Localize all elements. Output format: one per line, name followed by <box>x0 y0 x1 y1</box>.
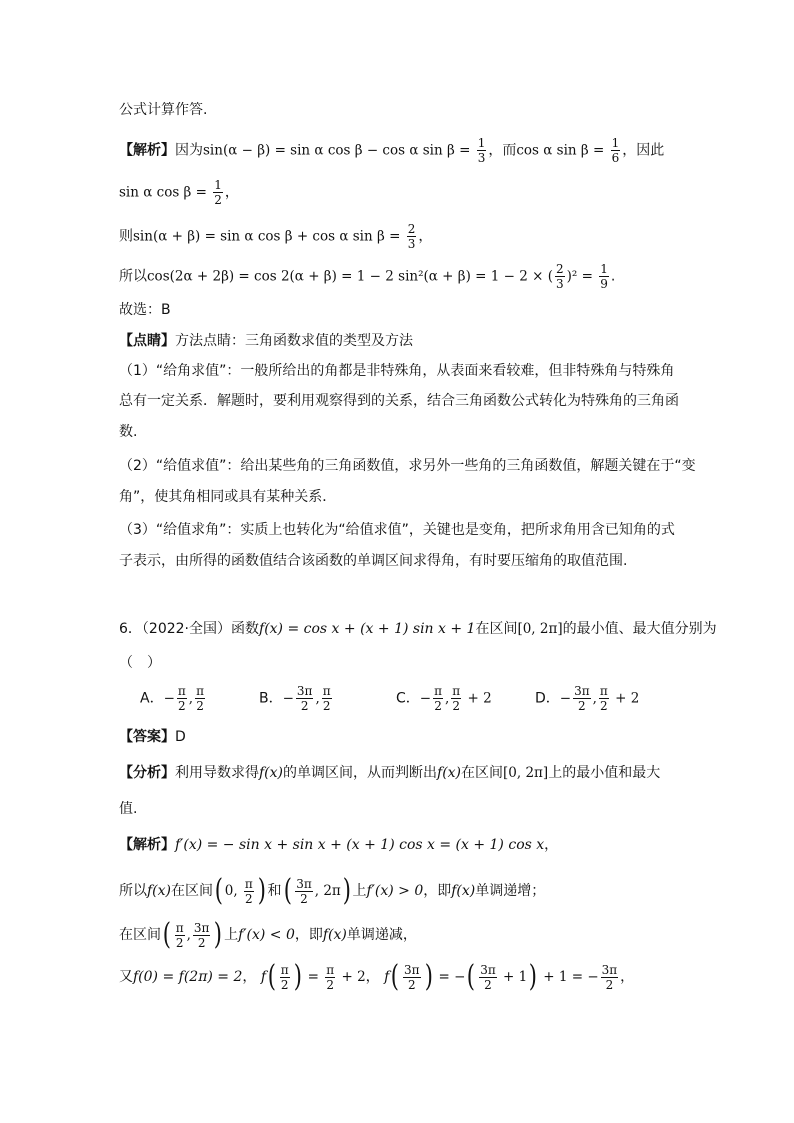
numerator: π <box>280 962 289 977</box>
numerator: 1 <box>611 136 620 150</box>
fraction <box>403 963 421 992</box>
formula: − <box>559 690 572 707</box>
denominator: 3 <box>477 151 486 165</box>
text: 和 <box>267 883 282 899</box>
fraction <box>177 684 187 713</box>
text: 的最小值、最大值分别为 <box>562 621 717 637</box>
numerator: 3π <box>296 876 312 891</box>
analysis-line-cont: 值. <box>119 801 138 817</box>
text: 方法点睛：三角函数求值的类型及方法 <box>175 333 413 349</box>
numerator: π <box>175 920 184 935</box>
paren-left: ( <box>267 959 277 994</box>
denominator: 2 <box>178 699 186 713</box>
formula: f′(x) < 0 <box>238 927 295 943</box>
denominator: 2 <box>280 977 289 992</box>
fraction <box>193 921 211 950</box>
numerator: π <box>434 684 442 698</box>
formula: − <box>419 690 432 707</box>
text: ， <box>365 969 380 985</box>
numerator: 1 <box>477 136 486 150</box>
numerator: π <box>322 684 331 698</box>
denominator: 6 <box>611 151 620 165</box>
text: ，而 <box>488 142 517 159</box>
fraction <box>479 963 497 992</box>
formula: f(x) <box>322 927 347 943</box>
numerator: 3π <box>193 920 210 935</box>
formula: − <box>282 690 294 707</box>
text: ， <box>544 837 559 853</box>
fraction <box>573 684 591 713</box>
denominator: 2 <box>479 977 497 992</box>
fraction <box>433 684 443 713</box>
text: ， <box>224 184 239 201</box>
question-6 <box>119 619 717 639</box>
text: ，即 <box>294 927 323 943</box>
fraction <box>601 963 619 992</box>
analysis-line <box>119 763 660 783</box>
option-d[interactable] <box>535 684 639 713</box>
formula: sin(α + β) = sin α cos β + cos α sin β = <box>133 228 405 245</box>
fraction <box>296 684 314 713</box>
formula: f(0) = f(2π) = 2 <box>133 969 243 985</box>
text: 在区间 <box>475 621 518 637</box>
numerator: 2 <box>407 222 416 236</box>
formula: + 1 <box>498 969 528 985</box>
fraction <box>407 222 417 251</box>
formula: − <box>163 690 175 707</box>
tip-paragraph: 数. <box>119 424 138 440</box>
paren-right: ) <box>257 873 266 908</box>
denominator: 2 <box>452 699 461 713</box>
solution-tag: 【解析】 <box>119 837 175 853</box>
text: 利用导数求得 <box>175 765 259 781</box>
text: 的单调区间，从而判断出 <box>283 765 438 781</box>
paren-right: ) <box>214 917 223 952</box>
text: ， <box>242 969 257 985</box>
comma: , <box>186 927 191 943</box>
formula: cos α sin β = <box>516 142 609 159</box>
option-label: A． <box>140 690 164 707</box>
solution-line-1 <box>119 136 664 165</box>
denominator: 3 <box>407 237 416 251</box>
answer-tag: 【答案】 <box>119 729 175 745</box>
denominator: 2 <box>600 699 608 713</box>
fraction <box>611 136 621 165</box>
tip-paragraph: （3）“给值求角”：实质上也转化为“给值求值”，关键也是变角，把所求角用含已知角的式 <box>119 522 675 538</box>
denominator: 2 <box>573 698 591 713</box>
intro-text: 公式计算作答. <box>119 102 208 118</box>
question-source: （2022·全国） <box>141 621 232 637</box>
denominator: 2 <box>403 977 421 992</box>
formula: )² = <box>566 268 598 285</box>
option-label: C． <box>396 690 420 707</box>
formula: = − <box>434 969 466 985</box>
denominator: 3 <box>555 277 564 291</box>
fraction <box>175 921 185 950</box>
paren-left: ( <box>467 959 476 994</box>
derivative-line <box>119 835 558 855</box>
numerator: 3π <box>480 962 496 977</box>
denominator: 2 <box>214 193 222 207</box>
formula: 0, <box>224 883 242 899</box>
text: ，因此 <box>622 142 665 159</box>
formula: [0, 2π] <box>503 765 549 781</box>
formula: , <box>188 690 194 707</box>
analysis-tag: 【分析】 <box>119 765 175 781</box>
formula: sin(α − β) = sin α cos β − cos α sin β = <box>203 142 475 159</box>
fraction <box>477 136 487 165</box>
text: 在区间 <box>119 927 161 943</box>
answer-value: D <box>175 729 186 745</box>
formula: f <box>384 969 390 985</box>
option-a[interactable] <box>140 684 207 713</box>
denominator: 2 <box>434 699 442 713</box>
paren-right: ) <box>293 959 302 994</box>
numerator: 3π <box>574 684 590 698</box>
decreasing-line <box>119 917 417 952</box>
solution-line-2 <box>119 178 239 207</box>
question-number: 6． <box>119 621 142 637</box>
option-b[interactable] <box>259 684 334 713</box>
fraction <box>451 684 461 713</box>
solution-line-4 <box>119 262 615 291</box>
text: . <box>610 268 616 285</box>
numerator: 2 <box>555 262 564 276</box>
fraction <box>599 262 609 291</box>
fraction <box>280 963 290 992</box>
formula: f(x) <box>451 883 476 899</box>
answer-paren: （ ） <box>119 655 161 671</box>
formula: , <box>315 690 320 707</box>
formula: , <box>592 690 597 707</box>
numerator: 1 <box>214 178 222 192</box>
formula: f(x) <box>259 765 284 781</box>
fraction <box>599 684 609 713</box>
text: 因为 <box>175 142 203 159</box>
text: 所以 <box>119 268 147 285</box>
text: ， <box>620 969 635 985</box>
formula: [0, 2π] <box>517 621 563 637</box>
text: 上 <box>352 883 367 899</box>
numerator: π <box>452 684 461 698</box>
paren-left: ( <box>214 873 223 908</box>
option-c[interactable] <box>396 684 492 713</box>
solution-line-3 <box>119 222 432 251</box>
formula: cos(2α + 2β) = cos 2(α + β) = 1 − 2 sin²(α + β) = 1 − 2 × ( <box>147 268 553 285</box>
numerator: 3π <box>404 962 420 977</box>
denominator: 2 <box>196 699 204 713</box>
numerator: π <box>326 962 335 977</box>
paren-left: ( <box>162 917 171 952</box>
denominator: 2 <box>296 698 314 713</box>
text: 又 <box>119 969 133 985</box>
fraction <box>195 684 205 713</box>
formula: f′(x) = − sin x + sin x + (x + 1) cos x = (x + 1) cos x <box>175 837 545 853</box>
denominator: 9 <box>600 277 608 291</box>
numerator: 3π <box>601 962 618 977</box>
formula: + 2 <box>610 690 640 707</box>
paren-right: ) <box>342 873 351 908</box>
denominator: 2 <box>175 935 184 950</box>
formula: + 2 <box>337 969 366 985</box>
tip-paragraph: 角”，使其角相同或具有某种关系． <box>119 489 337 505</box>
tip-paragraph: （1）“给角求值”：一般所给出的角都是非特殊角，从表面来看较难，但非特殊角与特殊角 <box>119 363 675 379</box>
denominator: 2 <box>601 977 619 992</box>
paren-right: ) <box>424 959 433 994</box>
numerator: π <box>196 684 204 698</box>
paren-left: ( <box>391 959 400 994</box>
formula: sin α cos β = <box>119 184 212 201</box>
denominator: 2 <box>326 977 335 992</box>
numerator: 1 <box>600 262 608 276</box>
denominator: 2 <box>322 699 331 713</box>
increasing-line <box>119 873 546 908</box>
text: 所以 <box>119 883 147 899</box>
formula: + 2 <box>463 690 492 707</box>
text: 上的最小值和最大 <box>548 765 661 781</box>
text: 单调递减， <box>346 927 417 943</box>
text: ， <box>418 228 433 245</box>
formula: , 2π <box>314 883 341 899</box>
formula: f(x) <box>147 883 172 899</box>
paren-left: ( <box>283 873 292 908</box>
answer-line <box>119 727 186 747</box>
tip-tag: 【点睛】 <box>119 333 175 349</box>
formula: + 1 = − <box>538 969 599 985</box>
denominator: 2 <box>193 935 211 950</box>
numerator: π <box>244 876 253 891</box>
numerator: 3π <box>296 684 313 698</box>
formula: f(x) = cos x + (x + 1) sin x + 1 <box>259 621 476 637</box>
numerator: π <box>177 684 186 698</box>
formula: , <box>444 690 450 707</box>
fraction <box>322 684 332 713</box>
text: 上 <box>224 927 239 943</box>
formula: = <box>303 969 324 985</box>
choice-line: 故选：B <box>119 302 171 318</box>
tip-paragraph: （2）“给值求值”：给出某些角的三角函数值，求另外一些角的三角函数值，解题关键在于“变 <box>119 458 696 474</box>
fraction <box>555 262 565 291</box>
tip-line <box>119 331 413 351</box>
text: 在区间 <box>171 883 214 899</box>
numerator: π <box>599 684 608 698</box>
fraction <box>325 963 335 992</box>
text: 在区间 <box>461 765 504 781</box>
values-line <box>119 959 635 994</box>
formula: f′(x) > 0 <box>366 883 424 899</box>
paren-right: ) <box>528 959 538 994</box>
fraction <box>295 877 313 906</box>
denominator: 2 <box>295 891 313 906</box>
option-label: B． <box>259 690 283 707</box>
option-label: D． <box>535 690 560 707</box>
solution-tag: 【解析】 <box>119 142 175 159</box>
text: ，即 <box>423 883 452 899</box>
text: 则 <box>119 228 133 245</box>
denominator: 2 <box>245 891 253 906</box>
text: 单调递增； <box>475 883 546 899</box>
tip-paragraph: 总有一定关系．解题时，要利用观察得到的关系，结合三角函数公式转化为特殊角的三角函 <box>119 393 679 409</box>
fraction <box>213 178 223 207</box>
formula: f <box>260 969 267 985</box>
formula: f(x) <box>437 765 462 781</box>
text: 函数 <box>231 621 260 637</box>
tip-paragraph: 子表示，由所得的函数值结合该函数的单调区间求得角，有时要压缩角的取值范围. <box>119 553 628 569</box>
fraction <box>244 877 254 906</box>
